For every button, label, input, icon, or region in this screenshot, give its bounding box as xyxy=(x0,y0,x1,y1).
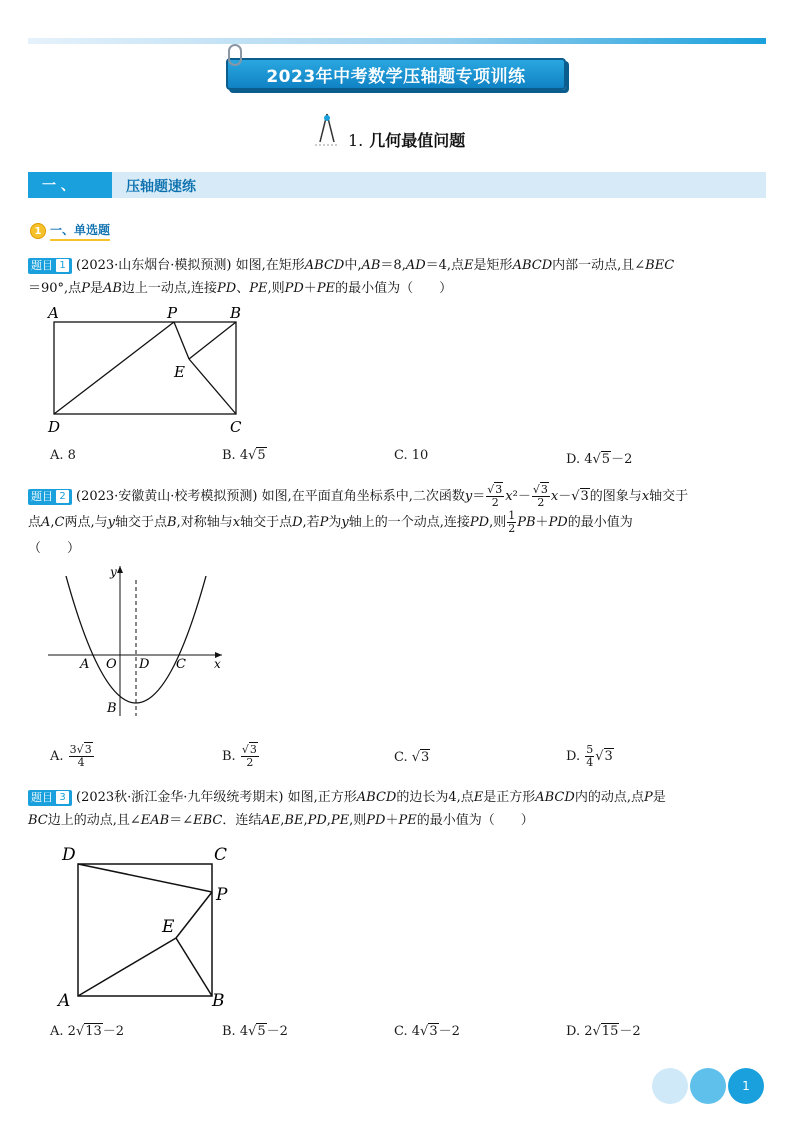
question-source: (2023·安徽黄山·校考模拟预测) xyxy=(76,489,258,504)
label-D: D xyxy=(48,418,61,436)
section-title-text: 几何最值问题 xyxy=(369,131,466,150)
option-a[interactable]: A. 8 xyxy=(50,448,76,463)
option-a[interactable]: A. $\frac{3√3}{4}$ xyxy=(50,743,92,769)
question-tag: 题目 2 xyxy=(28,489,72,505)
banner-title: 2023年中考数学压轴题专项训练 xyxy=(266,66,526,87)
subsection-badge: 1 xyxy=(30,223,46,239)
option-c[interactable]: C. √3 xyxy=(394,750,430,765)
top-gradient-bar xyxy=(28,38,766,44)
label-E: E xyxy=(174,363,185,381)
label-y: y xyxy=(110,565,117,579)
page-number-indicator xyxy=(652,1068,772,1106)
option-d[interactable]: D. 4√5－2 xyxy=(566,452,633,467)
paperclip-icon xyxy=(228,44,242,66)
label-O: O xyxy=(106,657,117,672)
question-3-options xyxy=(50,1020,750,1042)
question-2-options xyxy=(50,744,750,774)
page-banner xyxy=(226,58,566,90)
label-B: B xyxy=(230,304,242,322)
label-D: D xyxy=(62,845,76,865)
option-a[interactable]: A. 2√13－2 xyxy=(50,1024,125,1039)
option-b[interactable]: B. $\frac{√3}{2}$ xyxy=(222,743,257,769)
label-C: C xyxy=(230,418,242,436)
part-label: 一 、 xyxy=(28,172,112,198)
question-tag: 题目 1 xyxy=(28,258,72,274)
label-B: B xyxy=(212,991,225,1011)
question-number: 2 xyxy=(56,490,69,503)
section-number: 1. xyxy=(348,131,364,150)
option-d[interactable]: D. 2√15－2 xyxy=(566,1024,641,1039)
decor-circle-1 xyxy=(652,1068,688,1104)
label-C: C xyxy=(176,657,186,672)
label-C: C xyxy=(214,845,228,865)
figure-rectangle xyxy=(44,302,254,436)
label-x: x xyxy=(214,657,221,671)
label-A: A xyxy=(80,657,90,672)
figure-parabola xyxy=(44,560,230,720)
question-source: (2023秋·浙江金华·九年级统考期末) xyxy=(76,790,284,805)
option-d[interactable]: D. $\frac{5}{4}$ √3 xyxy=(566,743,613,769)
option-b[interactable]: B. 4√5 xyxy=(222,448,266,463)
label-B: B xyxy=(107,701,117,716)
label-P: P xyxy=(167,304,178,322)
part-title: 压轴题速练 xyxy=(126,179,196,195)
label-P: P xyxy=(216,885,228,905)
section-title xyxy=(348,128,465,151)
decor-circle-2 xyxy=(690,1068,726,1104)
question-1: 题目 1 (2023·山东烟台·模拟预测) 如图,在矩形ABCD中,AB＝8,AD＝4,点E是矩形ABCD内部一动点,且∠BEC ＝90°,点P是AB边上一动点,连接PD、PE,则PD＋PE的最小值为（ ） xyxy=(28,258,675,296)
label-E: E xyxy=(162,917,175,937)
question-1-options xyxy=(50,448,750,470)
page-number: 1 xyxy=(728,1068,764,1104)
question-source: (2023·山东烟台·模拟预测) xyxy=(76,258,232,273)
question-3: 题目 3 (2023秋·浙江金华·九年级统考期末) 如图,正方形ABCD的边长为4,点E是正方形ABCD内的动点,点P是 BC边上的动点,且∠EAB＝∠EBC．连结AE,BE,PD,PE,则PD＋PE的最小值为（ ） xyxy=(28,790,666,828)
subsection-heading xyxy=(30,222,110,240)
question-number: 1 xyxy=(56,259,69,272)
question-2: 题目 2 (2023·安徽黄山·校考模拟预测) 如图,在平面直角坐标系中,二次函数y＝ $\frac{√3}{2}$ x²－ $\frac{√3}{2}$ x－√3的图象与x轴交于 点A,C两点,与y轴交于点B,对称轴与x轴交于点D,若P为y轴上的一个动点,连接PD,则 $\frac{1}{2}$ PB＋PD的最小值为 （ ） xyxy=(28,483,689,556)
subsection-title: 一、单选题 xyxy=(50,221,110,241)
option-b[interactable]: B. 4√5－2 xyxy=(222,1024,288,1039)
label-A: A xyxy=(48,304,59,322)
label-D: D xyxy=(139,657,150,672)
option-c[interactable]: C. 4√3－2 xyxy=(394,1024,460,1039)
question-tag: 题目 3 xyxy=(28,790,72,806)
label-A: A xyxy=(58,991,71,1011)
compass-icon xyxy=(312,112,342,148)
figure-square xyxy=(52,840,242,1012)
question-number: 3 xyxy=(56,791,69,804)
option-c[interactable]: C. 10 xyxy=(394,448,429,463)
